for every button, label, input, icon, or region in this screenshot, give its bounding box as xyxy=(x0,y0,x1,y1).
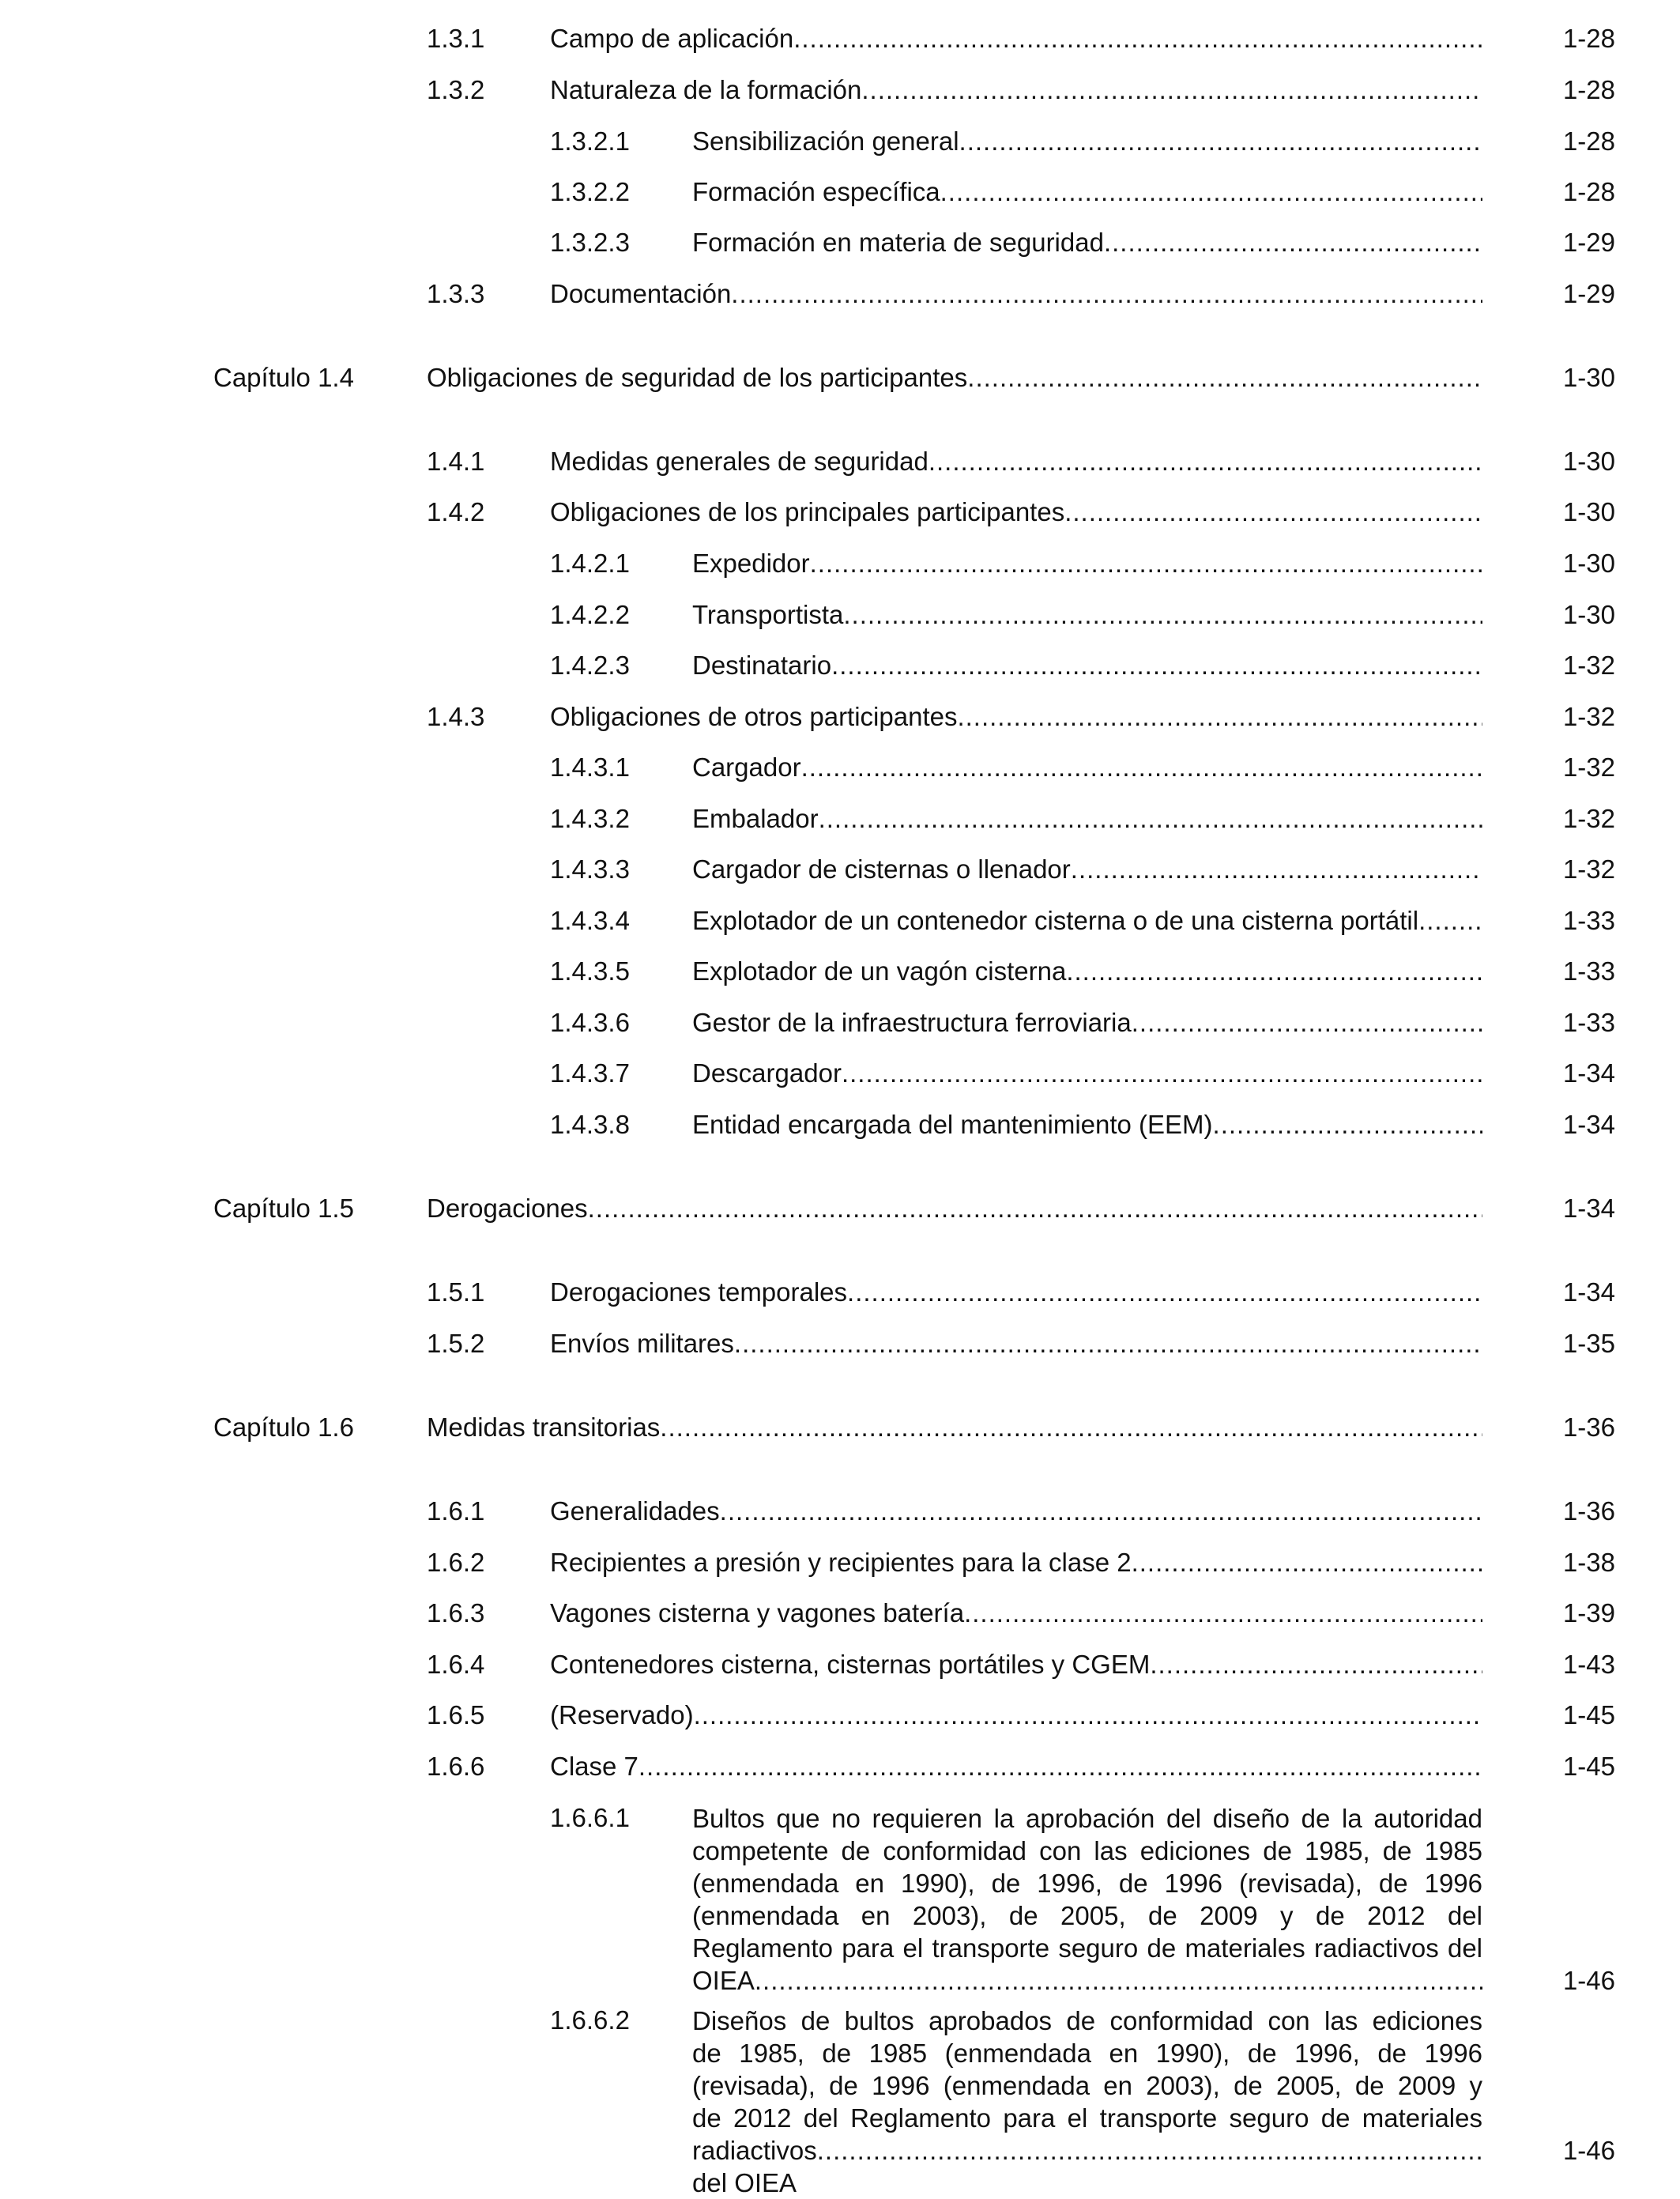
entry-page: 1-45 xyxy=(1562,1700,1615,1729)
entry-page: 1-30 xyxy=(1562,363,1615,392)
dot-leader xyxy=(940,174,1482,210)
toc-entry[interactable] xyxy=(0,174,1680,210)
entry-page: 1-30 xyxy=(1562,549,1615,578)
dot-leader xyxy=(843,597,1482,633)
entry-number: 1.5.2 xyxy=(427,1329,485,1358)
toc-entry[interactable] xyxy=(0,123,1680,160)
toc-entry[interactable] xyxy=(0,953,1680,990)
dot-leader xyxy=(842,1055,1482,1092)
dot-leader xyxy=(1132,1005,1482,1041)
entry-number: 1.6.6.1 xyxy=(550,1803,630,1832)
entry-page: 1-34 xyxy=(1562,1110,1615,1139)
entry-title-row xyxy=(692,1005,1482,1041)
dot-leader xyxy=(967,360,1482,396)
entry-title: Envíos militares xyxy=(550,1329,734,1358)
dot-leader xyxy=(957,699,1482,735)
entry-title-row xyxy=(550,1493,1482,1529)
entry-title-row xyxy=(692,174,1482,210)
dot-leader xyxy=(720,1493,1482,1529)
toc-chapter-entry[interactable] xyxy=(0,360,1680,396)
dot-leader xyxy=(964,1595,1482,1631)
entry-title: Recipientes a presión y recipientes para la clase 2 xyxy=(550,1548,1132,1577)
dot-leader xyxy=(817,2134,1482,2199)
dot-leader xyxy=(801,749,1482,786)
toc-entry[interactable] xyxy=(0,224,1680,261)
entry-page: 1-28 xyxy=(1562,126,1615,156)
entry-page: 1-32 xyxy=(1562,854,1615,884)
entry-title: Obligaciones de los principales participantes xyxy=(550,497,1065,526)
entry-number: 1.3.3 xyxy=(427,279,485,308)
entry-title: Explotador de un vagón cisterna xyxy=(692,956,1067,986)
entry-page: 1-43 xyxy=(1562,1650,1615,1679)
entry-title-last-line xyxy=(692,1964,1482,1997)
entry-title-line: Reglamento para el transporte seguro de materiales radiactivos del xyxy=(692,1933,1482,1963)
entry-number: 1.4.3.7 xyxy=(550,1058,630,1088)
entry-number: 1.6.2 xyxy=(427,1548,485,1577)
entry-number: 1.6.6 xyxy=(427,1752,485,1781)
entry-page: 1-33 xyxy=(1562,956,1615,986)
dot-leader xyxy=(1104,224,1482,261)
toc-entry[interactable] xyxy=(0,1055,1680,1092)
toc-entry[interactable] xyxy=(0,1107,1680,1143)
entry-title-row xyxy=(550,276,1482,312)
entry-title-row xyxy=(427,360,1482,396)
entry-title: Obligaciones de otros participantes xyxy=(550,702,958,731)
entry-title-row xyxy=(550,1697,1482,1733)
entry-title-row xyxy=(550,1326,1482,1362)
entry-title-row xyxy=(692,647,1482,684)
entry-number: 1.4.2.1 xyxy=(550,549,630,578)
entry-number: 1.3.2.3 xyxy=(550,228,630,257)
entry-page: 1-36 xyxy=(1562,1413,1615,1442)
entry-title: Derogaciones temporales xyxy=(550,1277,848,1307)
entry-title-row xyxy=(692,224,1482,261)
entry-page: 1-32 xyxy=(1562,804,1615,833)
toc-entry[interactable] xyxy=(0,1545,1680,1581)
entry-title: Formación en materia de seguridad xyxy=(692,228,1104,257)
entry-page: 1-30 xyxy=(1562,600,1615,629)
entry-title-line: Diseños de bultos aprobados de conformidad con las ediciones xyxy=(692,2006,1482,2035)
entry-number: 1.4.3.2 xyxy=(550,804,630,833)
entry-title-row xyxy=(692,597,1482,633)
entry-page: 1-28 xyxy=(1562,24,1615,53)
entry-title-row xyxy=(550,699,1482,735)
entry-title-row xyxy=(550,443,1482,480)
dot-leader xyxy=(1071,851,1482,888)
entry-title-line: Bultos que no requieren la aprobación del diseño de la autoridad xyxy=(692,1804,1482,1833)
entry-number: 1.4.2 xyxy=(427,497,485,526)
entry-title: Cargador xyxy=(692,752,801,782)
entry-title-row xyxy=(692,903,1482,939)
entry-number: 1.4.3.5 xyxy=(550,956,630,986)
chapter-title: Obligaciones de seguridad de los participantes xyxy=(427,363,968,392)
toc-entry[interactable] xyxy=(0,1326,1680,1362)
entry-title: Entidad encargada del mantenimiento (EEM) xyxy=(692,1110,1213,1139)
entry-page: 1-46 xyxy=(1562,1966,1615,1995)
entry-title-row xyxy=(550,1595,1482,1631)
toc-entry[interactable] xyxy=(0,494,1680,530)
dot-leader xyxy=(660,1409,1482,1446)
entry-page: 1-45 xyxy=(1562,1752,1615,1781)
entry-page: 1-36 xyxy=(1562,1496,1615,1526)
dot-leader xyxy=(731,276,1482,312)
entry-number: 1.4.2.3 xyxy=(550,651,630,680)
chapter-number: Capítulo 1.4 xyxy=(213,363,354,392)
chapter-title: Derogaciones xyxy=(427,1194,588,1223)
entry-title: Campo de aplicación xyxy=(550,24,794,53)
entry-page: 1-32 xyxy=(1562,752,1615,782)
dot-leader xyxy=(694,1697,1482,1733)
entry-number: 1.6.4 xyxy=(427,1650,485,1679)
dot-leader xyxy=(847,1274,1482,1311)
entry-number: 1.6.6.2 xyxy=(550,2005,630,2035)
toc-entry[interactable] xyxy=(0,443,1680,480)
toc-entry[interactable] xyxy=(0,1274,1680,1311)
entry-title-row xyxy=(550,1274,1482,1311)
entry-number: 1.4.3.8 xyxy=(550,1110,630,1139)
entry-title-paragraph xyxy=(692,1802,1482,1997)
dot-leader xyxy=(638,1748,1482,1785)
entry-title: Gestor de la infraestructura ferroviaria xyxy=(692,1008,1132,1037)
entry-title: Embalador xyxy=(692,804,819,833)
toc-entry[interactable] xyxy=(0,21,1680,57)
toc-chapter-entry[interactable] xyxy=(0,1190,1680,1227)
entry-title: (Reservado) xyxy=(550,1700,694,1729)
entry-title-line: (revisada), de 1996 (enmendada en 2003), de 2005, de 2009 y xyxy=(692,2071,1482,2100)
toc-entry[interactable] xyxy=(0,1697,1680,1733)
entry-title: Medidas generales de seguridad xyxy=(550,447,929,476)
entry-number: 1.4.3 xyxy=(427,702,485,731)
dot-leader xyxy=(861,72,1482,108)
toc-entry[interactable] xyxy=(0,647,1680,684)
toc-entry[interactable] xyxy=(0,1595,1680,1631)
entry-title-row xyxy=(550,1545,1482,1581)
entry-title-last-line xyxy=(692,2134,1482,2199)
entry-title-line: (enmendada en 1990), de 1996, de 1996 (revisada), de 1996 xyxy=(692,1869,1482,1898)
entry-title-row xyxy=(692,545,1482,582)
chapter-title: Medidas transitorias xyxy=(427,1413,661,1442)
entry-page: 1-46 xyxy=(1562,2136,1615,2165)
entry-page: 1-30 xyxy=(1562,447,1615,476)
toc-entry[interactable] xyxy=(0,699,1680,735)
dot-leader xyxy=(1064,494,1482,530)
entry-title-row xyxy=(550,1748,1482,1785)
entry-title: Cargador de cisternas o llenador xyxy=(692,854,1071,884)
entry-number: 1.4.2.2 xyxy=(550,600,630,629)
entry-number: 1.3.2.2 xyxy=(550,177,630,206)
entry-page: 1-28 xyxy=(1562,177,1615,206)
entry-title-row xyxy=(692,851,1482,888)
dot-leader xyxy=(929,443,1482,480)
entry-number: 1.4.3.4 xyxy=(550,906,630,935)
entry-title-row xyxy=(692,953,1482,990)
entry-title: Generalidades xyxy=(550,1496,720,1526)
entry-title: Sensibilización general xyxy=(692,126,959,156)
dot-leader xyxy=(755,1964,1482,1997)
entry-title-row xyxy=(550,1646,1482,1683)
entry-title: Descargador xyxy=(692,1058,842,1088)
entry-number: 1.4.3.1 xyxy=(550,752,630,782)
entry-title-line: de 2012 del Reglamento para el transporte seguro de materiales xyxy=(692,2103,1482,2133)
entry-page: 1-29 xyxy=(1562,228,1615,257)
dot-leader xyxy=(959,123,1482,160)
entry-title-row xyxy=(427,1409,1482,1446)
entry-title: Documentación xyxy=(550,279,732,308)
toc-entry[interactable] xyxy=(0,545,1680,582)
entry-title-row xyxy=(427,1190,1482,1227)
toc-entry[interactable] xyxy=(0,851,1680,888)
entry-title: Clase 7 xyxy=(550,1752,638,1781)
entry-page: 1-28 xyxy=(1562,75,1615,104)
entry-title-row xyxy=(550,21,1482,57)
entry-page: 1-38 xyxy=(1562,1548,1615,1577)
entry-page: 1-32 xyxy=(1562,702,1615,731)
toc-entry[interactable] xyxy=(0,801,1680,837)
entry-title-row xyxy=(550,494,1482,530)
entry-page: 1-39 xyxy=(1562,1598,1615,1628)
entry-title-row xyxy=(692,801,1482,837)
entry-number: 1.4.3.3 xyxy=(550,854,630,884)
entry-title: Contenedores cisterna, cisternas portátiles y CGEM xyxy=(550,1650,1151,1679)
entry-number: 1.6.3 xyxy=(427,1598,485,1628)
dot-leader xyxy=(831,647,1482,684)
entry-number: 1.4.3.6 xyxy=(550,1008,630,1037)
entry-title: Vagones cisterna y vagones batería xyxy=(550,1598,965,1628)
dot-leader xyxy=(1418,903,1482,939)
entry-number: 1.3.2 xyxy=(427,75,485,104)
dot-leader xyxy=(1213,1107,1482,1143)
entry-title: Naturaleza de la formación xyxy=(550,75,862,104)
entry-title-line: de 1985, de 1985 (enmendada en 1990), de 1996, de 1996 xyxy=(692,2039,1482,2068)
entry-page: 1-34 xyxy=(1562,1277,1615,1307)
toc-chapter-entry[interactable] xyxy=(0,1409,1680,1446)
toc-entry[interactable] xyxy=(0,1748,1680,1785)
toc-entry[interactable] xyxy=(0,903,1680,939)
entry-title-line: OIEA xyxy=(692,1966,755,1995)
entry-title-row xyxy=(692,1107,1482,1143)
toc-entry[interactable] xyxy=(0,749,1680,786)
entry-title-row xyxy=(692,1055,1482,1092)
entry-number: 1.6.5 xyxy=(427,1700,485,1729)
dot-leader xyxy=(793,21,1482,57)
entry-title: Expedidor xyxy=(692,549,810,578)
entry-page: 1-30 xyxy=(1562,497,1615,526)
entry-page: 1-33 xyxy=(1562,906,1615,935)
entry-page: 1-33 xyxy=(1562,1008,1615,1037)
entry-title-line: competente de conformidad con las ediciones de 1985, de 1985 xyxy=(692,1836,1482,1865)
entry-page: 1-32 xyxy=(1562,651,1615,680)
toc-entry[interactable] xyxy=(0,72,1680,108)
entry-number: 1.5.1 xyxy=(427,1277,485,1307)
entry-title: Explotador de un contenedor cisterna o de una cisterna portátil xyxy=(692,906,1419,935)
dot-leader xyxy=(588,1190,1482,1227)
entry-page: 1-29 xyxy=(1562,279,1615,308)
entry-title: Destinatario xyxy=(692,651,832,680)
toc-entry[interactable] xyxy=(0,1493,1680,1529)
entry-title-line: (enmendada en 2003), de 2005, de 2009 y de 2012 del xyxy=(692,1901,1482,1930)
chapter-number: Capítulo 1.6 xyxy=(213,1413,354,1442)
entry-title-row xyxy=(692,123,1482,160)
entry-number: 1.4.1 xyxy=(427,447,485,476)
dot-leader xyxy=(1132,1545,1482,1581)
entry-title-row xyxy=(692,749,1482,786)
toc-entry[interactable] xyxy=(0,276,1680,312)
entry-title: Transportista xyxy=(692,600,844,629)
entry-number: 1.3.1 xyxy=(427,24,485,53)
chapter-number: Capítulo 1.5 xyxy=(213,1194,354,1223)
toc-entry[interactable] xyxy=(0,597,1680,633)
entry-title-line: radiactivos del OIEA xyxy=(692,2136,817,2197)
entry-page: 1-34 xyxy=(1562,1194,1615,1223)
entry-title-paragraph xyxy=(692,2005,1482,2199)
entry-page: 1-34 xyxy=(1562,1058,1615,1088)
entry-page: 1-35 xyxy=(1562,1329,1615,1358)
entry-title: Formación específica xyxy=(692,177,940,206)
toc-entry[interactable] xyxy=(0,1005,1680,1041)
dot-leader xyxy=(734,1326,1482,1362)
entry-title-row xyxy=(550,72,1482,108)
dot-leader xyxy=(810,545,1482,582)
entry-number: 1.3.2.1 xyxy=(550,126,630,156)
dot-leader xyxy=(1150,1646,1482,1683)
dot-leader xyxy=(819,801,1482,837)
toc-entry[interactable] xyxy=(0,1646,1680,1683)
entry-number: 1.6.1 xyxy=(427,1496,485,1526)
dot-leader xyxy=(1066,953,1482,990)
